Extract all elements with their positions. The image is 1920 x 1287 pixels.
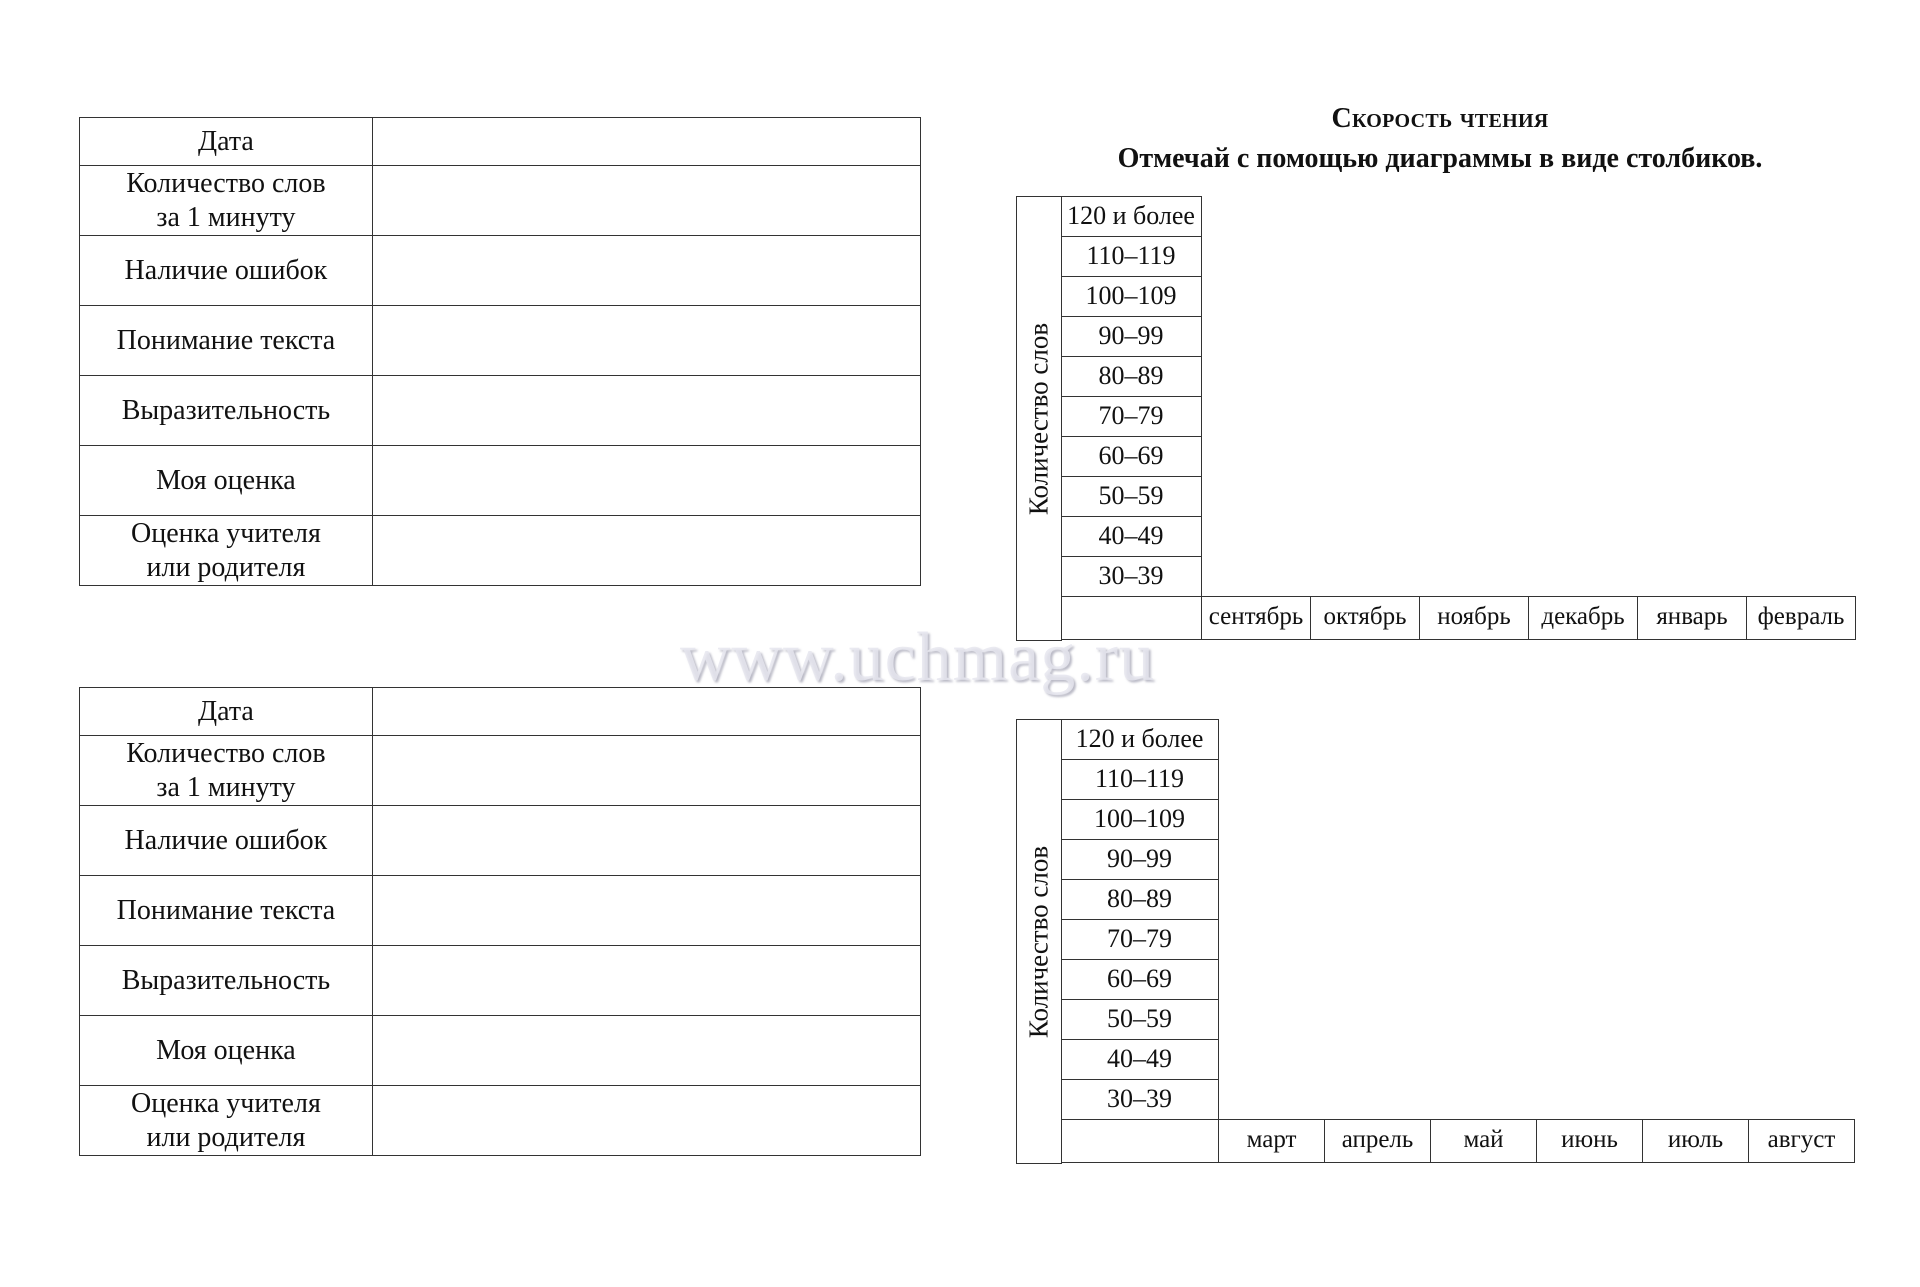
month-label: октябрь <box>1310 596 1420 640</box>
range-label: 60–69 <box>1061 959 1219 1000</box>
form-body <box>80 118 921 586</box>
month-label: май <box>1430 1119 1537 1163</box>
form-row-value-cell[interactable] <box>372 376 920 446</box>
form-row <box>80 1016 921 1086</box>
reading-record-table-1 <box>79 117 921 586</box>
form-row <box>80 946 921 1016</box>
range-label: 110–119 <box>1061 236 1202 277</box>
form-row-label: Наличие ошибок <box>80 236 373 306</box>
form-row-value-cell[interactable] <box>372 236 920 306</box>
range-label: 40–49 <box>1061 1039 1219 1080</box>
form-row-value-cell[interactable] <box>372 876 920 946</box>
form-row <box>80 876 921 946</box>
form-row <box>80 118 921 166</box>
form-row-label: Количество слов за 1 минуту <box>80 166 373 236</box>
month-label: март <box>1218 1119 1325 1163</box>
form-row <box>80 1086 921 1156</box>
form-row <box>80 376 921 446</box>
axis-column <box>1016 196 1062 641</box>
range-label: 90–99 <box>1061 316 1202 357</box>
month-label: декабрь <box>1528 596 1638 640</box>
form-row-value-cell[interactable] <box>372 1016 920 1086</box>
range-label: 50–59 <box>1061 476 1202 517</box>
form-row <box>80 166 921 236</box>
range-label: 100–109 <box>1061 799 1219 840</box>
form-row-value-cell[interactable] <box>372 446 920 516</box>
range-label: 120 и более <box>1061 719 1219 760</box>
page-title: Скорость чтения <box>1331 103 1549 134</box>
month-label: июнь <box>1536 1119 1643 1163</box>
month-label: август <box>1748 1119 1855 1163</box>
form-row-label: Моя оценка <box>80 1016 373 1086</box>
form-row-value-cell[interactable] <box>372 806 920 876</box>
month-label: ноябрь <box>1419 596 1529 640</box>
form-row-label: Дата <box>80 688 373 736</box>
range-label: 80–89 <box>1061 356 1202 397</box>
form-row-label: Дата <box>80 118 373 166</box>
page-subtitle: Отмечай с помощью диаграммы в виде столбиков. <box>1117 143 1763 174</box>
form-row-label: Моя оценка <box>80 446 373 516</box>
month-label: июль <box>1642 1119 1749 1163</box>
form-body <box>80 688 921 1156</box>
month-label: январь <box>1637 596 1747 640</box>
form-row <box>80 446 921 516</box>
range-label: 40–49 <box>1061 516 1202 557</box>
range-label: 90–99 <box>1061 839 1219 880</box>
watermark: www.uchmag.ru <box>680 619 1156 696</box>
axis-label: Количество слов <box>1023 845 1054 1039</box>
form-row-value-cell[interactable] <box>372 118 920 166</box>
form-row-label: Понимание текста <box>80 876 373 946</box>
form-row-value-cell[interactable] <box>372 516 920 586</box>
form-row <box>80 806 921 876</box>
range-label: 110–119 <box>1061 759 1219 800</box>
range-label: 70–79 <box>1061 396 1202 437</box>
form-row-label: Наличие ошибок <box>80 806 373 876</box>
range-label: 100–109 <box>1061 276 1202 317</box>
form-row <box>80 516 921 586</box>
form-row-label: Оценка учителя или родителя <box>80 516 373 586</box>
range-label: 120 и более <box>1061 196 1202 237</box>
form-row <box>80 736 921 806</box>
form-row-label: Выразительность <box>80 946 373 1016</box>
form-row-value-cell[interactable] <box>372 306 920 376</box>
axis-label: Количество слов <box>1023 322 1054 516</box>
range-label: 30–39 <box>1061 556 1202 597</box>
range-label: 60–69 <box>1061 436 1202 477</box>
form-row-value-cell[interactable] <box>372 736 920 806</box>
range-label: 30–39 <box>1061 1079 1219 1120</box>
form-row-label: Оценка учителя или родителя <box>80 1086 373 1156</box>
form-row <box>80 306 921 376</box>
corner-cell <box>1061 1119 1219 1163</box>
reading-speed-grid-2 <box>1016 719 1858 1164</box>
form-row-value-cell[interactable] <box>372 1086 920 1156</box>
month-label: сентябрь <box>1201 596 1311 640</box>
reading-speed-grid-1 <box>1016 196 1858 641</box>
month-label: февраль <box>1746 596 1856 640</box>
reading-record-table-2 <box>79 687 921 1156</box>
axis-column <box>1016 719 1062 1164</box>
month-label: апрель <box>1324 1119 1431 1163</box>
range-label: 50–59 <box>1061 999 1219 1040</box>
range-label: 70–79 <box>1061 919 1219 960</box>
form-row <box>80 236 921 306</box>
form-row-value-cell[interactable] <box>372 946 920 1016</box>
form-row-label: Количество слов за 1 минуту <box>80 736 373 806</box>
form-row-label: Понимание текста <box>80 306 373 376</box>
range-label: 80–89 <box>1061 879 1219 920</box>
form-row-label: Выразительность <box>80 376 373 446</box>
form-row-value-cell[interactable] <box>372 166 920 236</box>
